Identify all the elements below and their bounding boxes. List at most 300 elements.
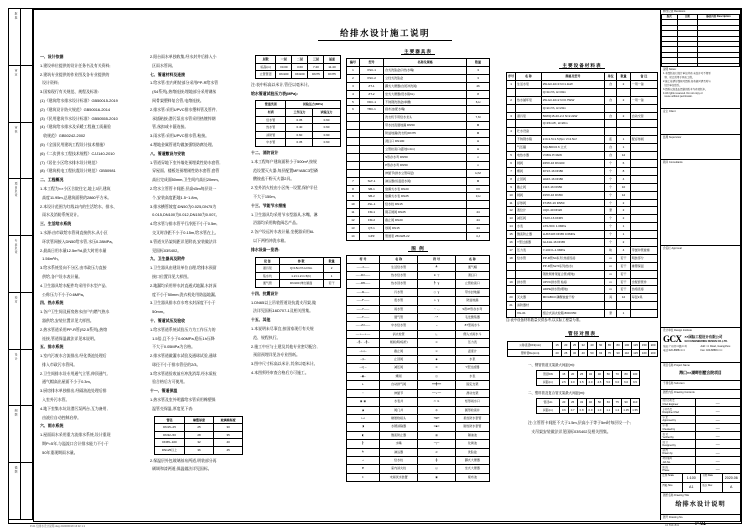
note-line: 范设置灭火器,每层配置MF/ABC3型磷: [251, 167, 318, 173]
note-line: 注:立管管卡间距不大于1.5m,层高小于等于5m时每层设一个;: [528, 420, 631, 425]
note-line: 5.管道支吊架间距详见附表,安装做法详: [150, 238, 217, 244]
table-row: 给水管 0.35 0.60: [256, 116, 341, 124]
table-row: —◔— 止回阀 ◉ 水泵: [347, 356, 490, 364]
date-label: 日期 Date: [702, 474, 713, 478]
support-notes: [528, 419, 658, 437]
company-name-en: GCX ENGINEERING DESIGN CO.,LTD.: [684, 339, 728, 343]
support-table-2: [536, 398, 640, 414]
note-line: 1.56m³/h。: [40, 256, 62, 262]
field-value: —: [715, 449, 720, 455]
table-row: ◪ 阀门井 ◎ 圆形检查井: [347, 406, 490, 414]
binding-strip: [9, 9, 33, 520]
revisions-box: [661, 9, 740, 67]
binding-strip-cell: [9, 293, 33, 350]
data-table: [507, 341, 658, 357]
table-row: DN32~50 28 35: [155, 431, 243, 439]
note-line: 四、热水系统: [40, 300, 64, 306]
table-row: 间距(m) 2.5 3.0 3.5 4.0 4.5 5.0 6.0 6.0 6.5: [537, 378, 640, 386]
note-line: 期P=5年,与溢流口合计排水能力不小于: [40, 441, 109, 447]
note-line: 2.卫生间排水设专用通气立管,伸顶通气,: [40, 370, 108, 376]
note-line: 连接,管道保温做法详见本说明。: [40, 335, 98, 341]
field-label: 设 计 Designed by: [661, 440, 696, 447]
revisions-label: 修改记录 Revisions: [663, 10, 686, 13]
note-line: 2.给水立管管卡间距:层高≤5m每层设一: [150, 185, 217, 191]
note-line: 2.阳台雨水单独收集,经水封井后排入小: [150, 54, 217, 59]
company-address-cn: 地址:广州市××路××号: [663, 345, 688, 348]
binding-strip-label: 制图: [14, 409, 18, 418]
table-row: 17 压力表 Y-100 0~1.6MPa 块 4 带缓冲管旋塞: [507, 246, 658, 254]
note-line: 50mm。: [150, 309, 167, 315]
size-value: A1: [683, 483, 702, 492]
notes-column-3: [251, 53, 344, 498]
note-line: 温管壳保温,厚度见下表:: [150, 405, 194, 411]
note-line: 1.热水管及室外明露给水管采用橡塑保: [150, 397, 216, 403]
table-row: 9 截止阀 J11X-16 DN50 个 10: [507, 183, 658, 191]
table-row: ———Y——— 雨水管 ◠ ◡ S形/P形存水弯: [347, 305, 490, 313]
binding-strip-cell: [9, 406, 33, 463]
binding-strip-label: 审定: [14, 68, 18, 77]
table-row: 集水坑 1.2×1.2×1.5(h) 1: [256, 272, 341, 280]
note-line: 十一、管道保温: [150, 388, 178, 394]
binding-strip-label: 设计: [14, 352, 18, 361]
company-phone-cn: 电话:020-8888××××: [663, 348, 686, 352]
note-line: 公称压力不小于0.6MPa。: [40, 291, 87, 297]
client-box: [661, 109, 740, 135]
note-line: 排水设备一览表:: [251, 246, 280, 252]
note-line: (3)《民用建筑节水设计标准》GB50555-2010: [40, 115, 118, 121]
table-row: ◨ 水锤消除器 ═◆═ 刚性防水套管: [347, 423, 490, 431]
fine-print-line: 制、转让或用于其他工程。: [663, 75, 695, 79]
note-line: 2.室外消火栓由小区统一设置,保护半径: [251, 185, 318, 191]
approval-label: 会签栏 Approval: [663, 247, 682, 250]
binding-strip-label: 批准: [14, 12, 18, 20]
signature-field-row: [661, 457, 740, 465]
table-row: 伸缩节(排水立管每层) H,M: [347, 169, 490, 177]
note-line: 个,安装高度距地1.5~1.8m。: [150, 194, 201, 200]
drawing-number-label: 图号 Drawing No.: [663, 515, 684, 519]
table-row: 热水管 0.40 0.60: [256, 124, 341, 132]
rev-label: 版次 Rev.: [702, 483, 713, 487]
table-header-row: 管道类别 试验压力(MPa): [256, 101, 341, 109]
signature-field-row: [661, 407, 740, 415]
note-line: 4.卫生器具给水配件均采用节水型产品,: [40, 282, 107, 288]
fixtures-table: [346, 58, 490, 241]
revisions-table: [661, 14, 740, 67]
note-line: 1.本说明未尽事宜,按国家现行有关规: [251, 326, 314, 332]
table-row: 10 闸阀 Z15X-16 DN50 个 12: [507, 191, 658, 199]
table-row: 7 蝶阀 D71X-16 DN80 个 8: [507, 167, 658, 175]
note-line: 2.地漏均采用带水封直通式地漏,水封深: [150, 282, 217, 288]
table-row: ▣ ▣ 水表井 ▭ b 矩形雨水口: [347, 398, 490, 406]
design-unit-label: 设计单位 Design Institute: [663, 329, 692, 332]
table-row: 3 潜污泵 50WQ15-20-2.2 N=2.2kW 台 2 自动交替: [507, 112, 658, 120]
table-row: ———ZJ——— 中水给水管 ⟓ 87型雨水斗: [347, 322, 490, 330]
signature-field-row: [661, 416, 740, 424]
note-line: 五、排水系统: [40, 344, 64, 350]
company-address-en: Add: ×× Road, Guangzhou: [700, 345, 731, 348]
size-label: 图幅 Size: [662, 483, 673, 487]
table-row: ———F——— 废水管 ◇ ┰ 防溢地漏: [347, 297, 490, 305]
data-table: [661, 14, 740, 67]
note-line: 1.本工程为××小区合院住宅,地上3层,建筑: [40, 185, 111, 191]
note-line: 环状管网接入DN50给水管,水压0.28MPa。: [40, 238, 116, 244]
note-line: 3.给水管道验收前应冲洗消毒,经水质检: [150, 370, 217, 376]
data-table: [536, 370, 640, 386]
table-row: 13 QT-1 球阀 DN15 44: [347, 225, 490, 233]
signature-field-row: [661, 424, 740, 432]
binding-strip-cell: [9, 66, 33, 123]
field-label: 校 对 Verified by: [661, 432, 696, 439]
table-row: P形存水弯 DN50 n: [347, 161, 490, 169]
binding-strip-cell: [9, 350, 33, 407]
note-line: 不大于0.05MPa为合格。: [150, 344, 195, 350]
field-label: 专业负责 Discipline Chief: [661, 407, 696, 414]
table-header-row: 序号 名 称 规格及型号 单位 数量 备 注: [507, 73, 658, 81]
note-line: 1.DN65以上吊装管道设抗震支吊架,做: [251, 299, 316, 305]
table-row: DN65~100 32 40: [155, 439, 243, 447]
rev-value: A: [730, 485, 733, 490]
table-row: 标高(m) ±0.00 3.60 7.20 11.40: [256, 63, 341, 71]
note-line: 区雨水管网。: [150, 62, 176, 68]
note-line: 预留预埋详见各专业图纸。: [251, 352, 300, 358]
table-row: 带水封直通地漏 DN50 M: [347, 122, 490, 130]
table-row: DN15~25 25 30: [155, 424, 243, 432]
note-line: 1.屋面雨水采用重力流排水系统,设计重现: [40, 432, 111, 438]
note-line: 交叉时净距不小于0.15m,给水管在上。: [150, 229, 219, 235]
company-name-cn: ××国际工程设计有限公司: [684, 335, 723, 340]
table-row: 14 GPZ 管道泵 25GW8-22 4,J: [347, 232, 490, 240]
table-row: 7 SLT-1 淋浴器(恒温混水阀) M: [347, 177, 490, 185]
equipment-table-title: 主要设备材料表: [506, 63, 658, 69]
field-value: —: [715, 433, 720, 439]
field-value: —: [715, 441, 720, 447]
table-row: 11 FM-1 铜芯闸阀 DN25 44: [347, 209, 490, 217]
binding-strip-cell: [9, 9, 33, 66]
table-row: ———RJ——— 热水给水管 ⊕ ┬ 清扫口: [347, 272, 490, 280]
field-label: 审 核 Checked by: [661, 424, 696, 431]
contents-label: 图纸内容 Drawing Contents: [663, 391, 695, 394]
note-line: 2.排水管道做灌水试验及通球试验,通球: [150, 353, 217, 359]
signature-field-row: [661, 465, 740, 473]
table-row: 清扫口 DN100 H: [347, 138, 490, 146]
field-value: —: [715, 424, 720, 430]
note-line: 十、管道试压及验收: [150, 317, 186, 323]
table-header-row: 层数 一层 二层 三层 屋面: [256, 56, 341, 64]
note-line: 1.给水管:室内明装部分采用PP-R给水管: [150, 80, 219, 86]
field-value: —: [715, 466, 720, 472]
binding-strip-cell: [9, 463, 33, 520]
fine-print-line: 2.施工前请仔细核对图纸,如有疑问请及时与: [663, 79, 711, 83]
contents-box: [661, 390, 740, 399]
table-row: ▼ 室内消火栓 ◱ 坐式大便器: [347, 465, 490, 473]
note-line: 2.热水管道采用PP-R管(S2.5系列),热熔: [40, 326, 108, 332]
table-row: 潜污泵 Q=15m³/h H=9m 2: [256, 265, 341, 273]
table-header-row: 符 号 名 称 符 号 名 称: [347, 256, 490, 264]
table-header-row: 设 备 参 数 数量: [256, 257, 341, 265]
note-line: 3.厨房排水单独排出,经隔油池处理后排: [40, 388, 107, 394]
table-row: 9 SB-2 旋翼式水表 DN25 3,H: [347, 193, 490, 201]
table-row: —╫— —╫— 闸阀(明/暗杆) ⊙ 压力表: [347, 339, 490, 347]
table-row: 13 减压阀 Y42X-16 DN65 个 2: [507, 215, 658, 223]
fine-print-line: 3.图纸以加盖出图章的版本为有效版本。: [663, 87, 708, 91]
table-row: 洗衣机专用给水龙头 7,M: [347, 114, 490, 122]
fine-print-line: 设计单位联系。: [663, 83, 682, 87]
note-line: (5)《全国民用建筑工程设计技术措施》: [40, 141, 108, 147]
note-line: 2.最高日用水量12.5m³/d,最大时用水量: [40, 247, 107, 253]
supervisor-box: [661, 135, 740, 160]
table-row: Q=15m³/h, H=20m: [507, 120, 658, 128]
table-row: HDPE排水管(埋地) m 若干 热熔连接: [507, 286, 658, 294]
note-line: 酸铵盐干粉灭火器2具。: [251, 176, 295, 182]
note-line: 排入市政污水管网。: [40, 361, 78, 367]
drawing-title: 给排水设计说明: [675, 500, 726, 508]
table-row: 3 ZT-1 蹲式大便器(自闭冲洗阀) 46: [347, 82, 490, 90]
table-row: 12 液位计 UQK-40 DN20 套 2: [507, 207, 658, 215]
equipment-table-note: 注:表中设备材料数量仅供参考,以实际工程量为准。: [506, 318, 583, 322]
table-header-row: 版次 日期 修改内容 Description: [662, 15, 740, 20]
table-row: ———RH——— 热水回水管 ┡ ┰ 立管检查口: [347, 280, 490, 288]
note-line: 0.015,DN100为0.012,DN150为0.007。: [150, 212, 220, 218]
company-logo: GCX: [663, 334, 682, 344]
table-row: 1 XSC-1 台式洗脸盆(冷热水嘴) 3: [347, 66, 490, 74]
table-row: 12 FM-2 截止阀 DN20 44: [347, 217, 490, 225]
table-header-row: 编号 型号 名称及规格 数量: [347, 59, 490, 67]
client-label: 业主 Client: [663, 110, 676, 113]
table-row: 20 灭火器 MF/ABC3 磷酸铵盐干粉 具 12 每层2具: [507, 294, 658, 302]
note-line: (S4系列),热熔连接;埋地部分采用钢丝: [150, 89, 217, 95]
fine-print-line: 1.本图版权归设计单位所有,未经许可不得复: [663, 72, 711, 75]
subitem-label: 子项名称 Sub-item: [663, 382, 685, 385]
note-line: 1.管道穿地下室外墙处预埋柔性防水套管,: [150, 159, 221, 165]
note-line: 高出完成面50mm,卫生间内高出20mm。: [150, 177, 222, 183]
table-row: 5 电热水器 V=80L P=3kW 台 12: [507, 152, 658, 160]
binding-strip-cell: [9, 123, 33, 180]
note-line: 3.卫生器具排水存水弯水封深度不小于: [150, 300, 216, 306]
field-label: 阶 段 Phase: [661, 465, 696, 472]
note-line: 2.排水管:采用UPVC排水塑料管及管件,: [150, 106, 217, 112]
table-row: ———J——— 生活给水管 ┻ 通气帽: [347, 263, 490, 271]
table-row: → 给水栓 ╬ 蹲式大便器: [347, 456, 490, 464]
plot-stamp-right: A1 594×841: [665, 524, 680, 527]
table-row: 塑料管De(mm) 20 25 32 40 50 63 75 90 110 125 160 200: [508, 349, 658, 357]
page-title-underline: [318, 40, 452, 41]
project-name-label: 项目名称 Project Name: [663, 364, 690, 367]
binding-strip-label: 校对: [14, 295, 18, 304]
note-line: 十四、抗震设计: [251, 290, 279, 296]
table-row: 11 浮球阀 F745X-16 DN50 个 2: [507, 199, 658, 207]
scale-label: 比例 Scale: [662, 474, 674, 478]
note-line: 二、工程概况: [40, 177, 64, 183]
fixtures-table-title: 主要器具表: [346, 49, 490, 55]
table-row: ┠ 水嘴 ─┬─ 化粪池: [347, 440, 490, 448]
table-row: 21 消防器材: [507, 302, 658, 310]
note-line: 接口位置详见大样图。: [150, 273, 192, 279]
note-line: 4.本图须经审查合格后方可施工。: [251, 370, 309, 376]
table-row: 公称直径DN(mm) 15 20 25 32 40 50 65 80 100 125 150 200: [508, 342, 658, 350]
note-line: 器供给,安装位置详见大样图。: [40, 317, 94, 323]
table-row: DN125以上 36 45: [155, 447, 243, 455]
note-line: 十二、消防设计: [251, 149, 279, 155]
note-line: 3.排水横管坡度:DN50为0.025,DN75为: [150, 203, 217, 209]
note-line: 4.给水管与排水管平行净距不小于0.5m,: [150, 221, 218, 227]
note-line: 不大于150m。: [251, 193, 279, 199]
notes-column-2: [150, 53, 247, 498]
note-line: 见国标03S402。: [150, 247, 182, 253]
table-row: Q=3m³/h, H=30m: [507, 88, 658, 96]
table-row: 2 XSC-2 立柱式洗脸盆 3: [347, 74, 490, 82]
table-row: 4 ZT-2 坐式大便器(低水箱6L) 8: [347, 90, 490, 98]
drawing-title-box: [661, 493, 740, 515]
table-row: —▣— 蝶阀 ◫ 水表: [347, 372, 490, 380]
note-line: 1.建设单位提供的设计任务书及有关资料;: [40, 62, 111, 68]
note-line: (6)《二次供水工程技术规程》CJJ140-2010: [40, 150, 115, 156]
table-row: ———W——— 污水管 ▢ ┰ 带水封地漏: [347, 288, 490, 296]
note-line: 九、卫生器具及附件: [150, 256, 186, 262]
note-line: 2.施工中应与土建及其他专业密切配合,: [251, 343, 318, 349]
field-value: —: [715, 400, 720, 405]
project-name-box: [661, 363, 740, 381]
table-row: 6 闸阀 Z45X-16 DN100 个 6: [507, 159, 658, 167]
table-row: 2 热水循环泵 25LG3-10×2 N=0.75kW 台 2 一用一备: [507, 96, 658, 104]
table-row: S形存水弯 DN50 n: [347, 153, 490, 161]
legend-title: 图 例: [346, 246, 490, 252]
field-label: 设计总负责 Chief Engineer: [661, 399, 696, 406]
table-row: 4 贮水设备: [507, 128, 658, 136]
table-row: 中水管 0.35 0.60: [256, 139, 341, 147]
note-line: (8)《建筑机电工程抗震设计规范》GB50981: [40, 168, 116, 174]
note-line: 十五、其他: [251, 317, 271, 323]
table-row: 立管检查口(距地1.0m) H: [347, 145, 490, 153]
note-line: 收规范》GB50242-2002: [40, 133, 86, 139]
subitem-box: [661, 381, 740, 390]
design-unit-box: [661, 328, 740, 363]
note-line: 度不小于50mm;洗衣机处用防溢地漏。: [150, 291, 219, 297]
note-line: 范、规程执行。: [251, 334, 281, 340]
signature-field-row: [661, 440, 740, 448]
fine-print-line: reuse without permission.: [663, 95, 693, 99]
table-row: 5 XDC-1 不锈钢洗涤盆(单槽) 6,H: [347, 98, 490, 106]
note-line: 1.给水管道系统试验压力为工作压力的: [150, 326, 216, 332]
note-line: 七、管道材料及连接: [150, 71, 186, 77]
project-name: 海口××湖畔别墅合院项目: [679, 371, 722, 375]
note-line: 1.本工程每户建筑面积小于500m²,按规: [251, 158, 317, 164]
table-row: 8 止回阀 H44X-16 DN80 个 4: [507, 175, 658, 183]
binding-strip-label: 项目负责: [14, 182, 18, 198]
table-row: 18 给水管 PP-R管S4系列 热熔连接 m 若干 明装部分: [507, 254, 658, 262]
table-row: 消防管 0.60 0.90: [256, 131, 341, 139]
dn-table-title: 管径对照表: [506, 331, 658, 337]
note-line: 验合格后方可使用。: [150, 379, 188, 385]
data-table: [255, 100, 341, 147]
approval-box: [661, 246, 740, 328]
equipment-table: [506, 72, 658, 318]
note-line: 入室外污水管。: [40, 397, 70, 403]
legend-table: [346, 255, 490, 482]
note-line: 1.5倍,且不小于0.60MPa,稳压1h压降: [150, 335, 215, 341]
table-row: 16 Y型过滤器 GL41H-16 DN65 个 2: [507, 239, 658, 247]
note-line: 2.建筑专业提供的作业图及各专业提供的: [40, 71, 110, 77]
table-row: ⊥ 自动排气阀 ━━╋━━ 固定支架: [347, 381, 490, 389]
note-line: 浴器均采用陶瓷阀芯产品。: [251, 220, 300, 226]
table-row: XG-01 组合式消火栓箱 800×650 套 1: [507, 310, 658, 318]
note-line: 一、设计依据: [40, 54, 64, 59]
table-row: PP-R管S2.5系列(热水) m 若干 橡塑保温: [507, 262, 658, 270]
note-line: 八、管道敷设与安装: [150, 150, 186, 156]
note-line: (7)《居住小区给水排水设计规范》: [40, 159, 100, 165]
signature-field-row: [661, 399, 740, 407]
note-line: 三、生活给水系统: [40, 221, 72, 227]
note-line: 2.本设计范围为红线以内的生活给水、排水、: [40, 203, 118, 209]
table-row: 间距(m) 0.6 0.7 0.8 0.9 1.0 1.1 1.2 1.35 1.55: [537, 406, 640, 414]
note-line: 1.卫生器具由建设单位自理,给排水预留: [150, 265, 217, 271]
plot-stamp-left: P-01 给排水设计说明.dwg 2020/06/18 16:32 1:1: [30, 525, 86, 528]
field-value: —: [715, 416, 720, 422]
note-line: 供给,各户设水表计量。: [40, 273, 83, 279]
note-line: 雨水及消防系统设计。: [40, 212, 82, 218]
field-value: —: [715, 458, 720, 464]
consultant-label: 顾问 Consultants: [663, 161, 683, 164]
binding-strip-cell: [9, 236, 33, 293]
signature-field-row: [661, 432, 740, 440]
note-line: 承插粘接;潜污泵出水管采用热镀锌钢: [150, 115, 216, 121]
note-line: 注:表中标高以米计,管径以毫米计。: [251, 81, 312, 87]
note-line: 十三、节能节水措施: [251, 202, 287, 208]
table-row: ▻◅ 橡胶软接头 ━▬━ 柔性防水套管: [347, 414, 490, 422]
note-line: 高度11.95m,总建筑面积约2860平方米。: [40, 194, 112, 200]
note-line: 2.保温层外包玻璃丝布两道,明装部分再: [150, 457, 217, 463]
note-line: 1.室内污废水合流排出,经化粪池处理后: [40, 353, 107, 359]
note-line: (1)《建筑给水排水设计标准》GB50015-2019: [40, 97, 118, 103]
table-row: ◠ 伸缩节 ──•── 滑动支架: [347, 389, 490, 397]
table-row: 立管管径 DN100 DN100 DN75 DN75: [256, 71, 341, 79]
note-line: 通气帽高出屋面不小于0.3m。: [40, 379, 94, 385]
size-rev-row: [661, 483, 740, 493]
note-line: 管,丝扣或卡箍连接。: [150, 124, 189, 130]
support-heading-1: 一、钢管管道支架最大间距(m):: [528, 363, 575, 367]
company-fax-en: Fax: 020-8888××××: [700, 348, 723, 352]
page-title: 给排水设计施工说明: [339, 28, 430, 38]
note-line: 1.卫生器具均采用节水型器具,水嘴、淋: [251, 211, 318, 217]
data-table: [346, 255, 490, 482]
note-line: 4.埋地金属管道均做加强级防腐处理。: [150, 141, 216, 147]
table-row: 气压罐 SQL800×0.6 立式 台 1: [507, 144, 658, 152]
table-row: 15 倒流防止器 LHS743X DN65 0.6MPa 个 1: [507, 231, 658, 239]
note-line: 3.图中尺寸标高以米计,其余以毫米计。: [251, 361, 318, 367]
note-line: 以下两档冲洗水箱。: [251, 237, 289, 243]
binding-strip-label: 描图: [14, 466, 18, 474]
table-row: ◧ 倒流防止器 ▥ 隔油池: [347, 431, 490, 439]
table-row: —▷◁— 截止阀 ⊖ 温度计: [347, 347, 490, 355]
fine-print-line: 4.All rights reserved. Do not copy or: [663, 91, 703, 95]
supervisor-label: 监理 Supervisor: [663, 136, 682, 139]
table-header-row: 管径 橡塑厚度 玻璃棉厚度: [155, 416, 243, 424]
binding-strip-label: 专业负责: [14, 239, 18, 255]
scale-value: 1:100: [683, 474, 702, 483]
table-row: Q=2m³/h, H=20m: [507, 104, 658, 112]
table-row: ——•——•—— 消火栓管 ◺ 侧入式雨水斗: [347, 330, 490, 338]
consultant-box: [661, 160, 740, 246]
note-line: 六、雨水系统: [40, 423, 64, 429]
field-value: —: [715, 408, 720, 414]
note-line: 刷调和漆两道;保温做法详见国标。: [150, 466, 212, 472]
data-table: [255, 257, 341, 288]
support-heading-2: 二、塑料管及复合管支架最大间距(m):: [528, 391, 585, 395]
signature-fields: [661, 399, 740, 474]
table-row: 1 生活水泵 25LG3-10×3 N=1.1kW 台 2 一用一备: [507, 80, 658, 88]
data-table: [255, 55, 341, 79]
table-row: ———T——— 通气管 ⌒* 毛发聚集器: [347, 314, 490, 322]
data-table: [536, 398, 640, 414]
